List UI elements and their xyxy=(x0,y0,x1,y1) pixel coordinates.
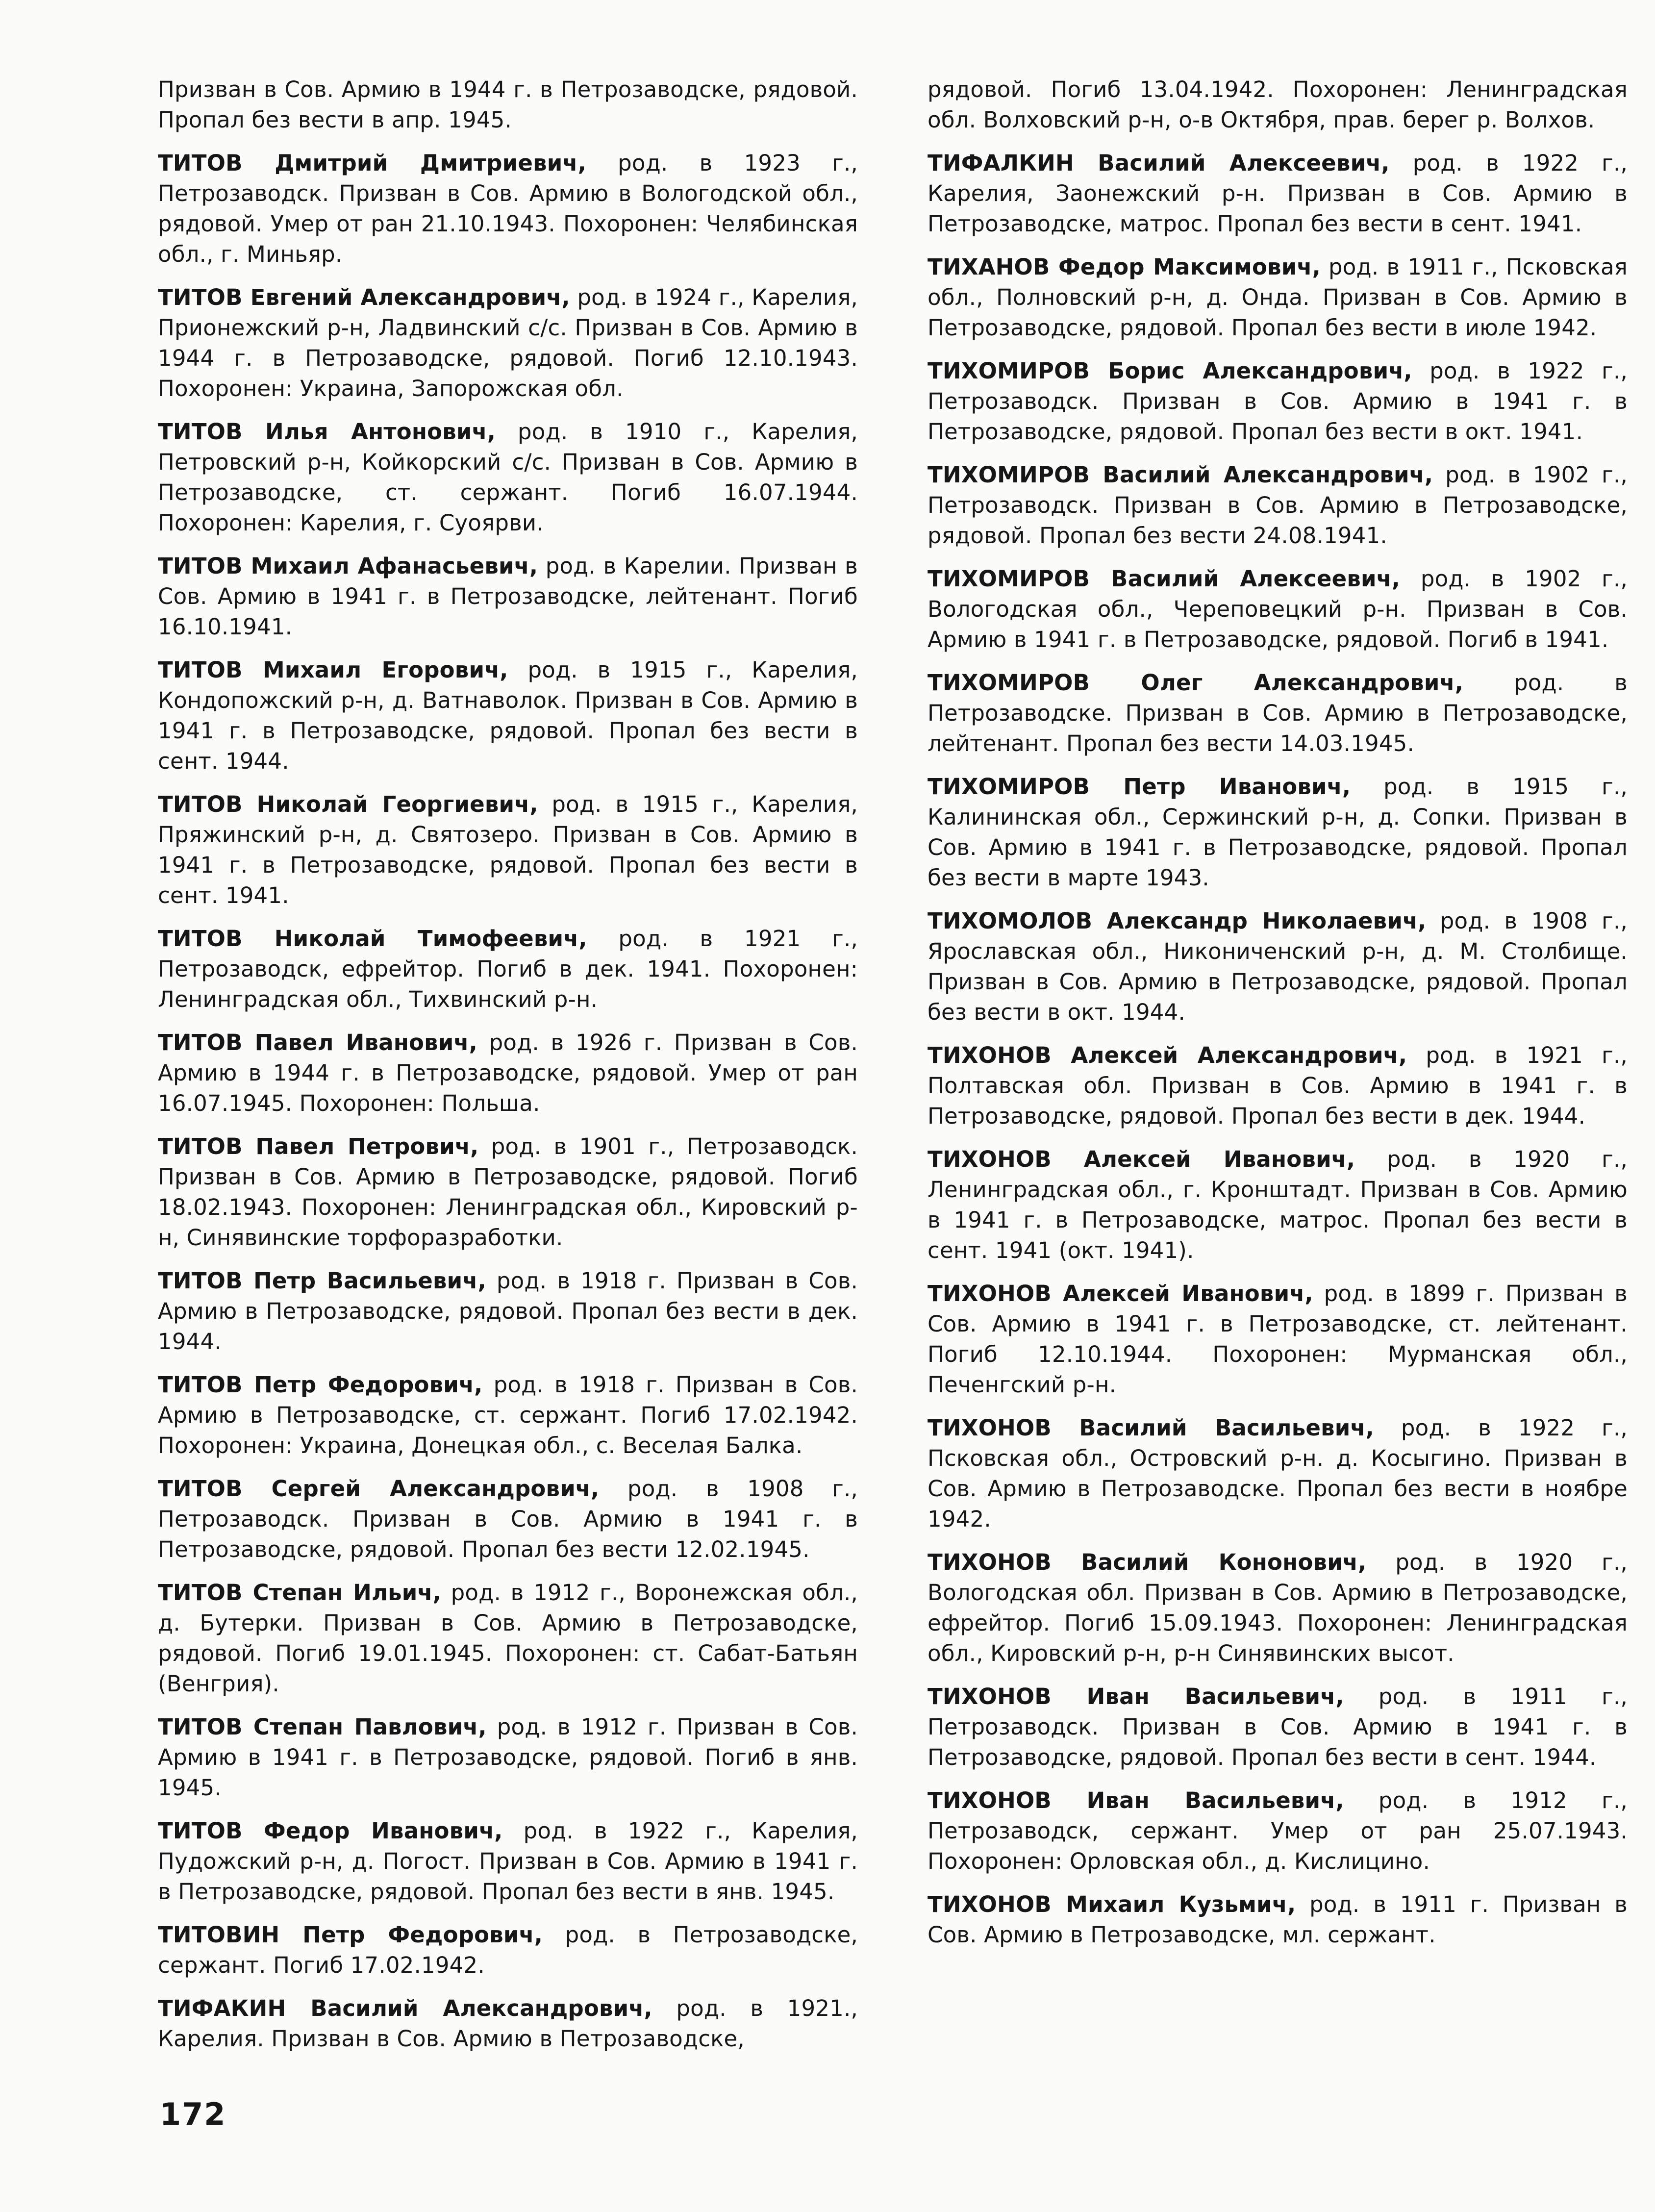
entry-name: ТИТОВ Петр Федорович, xyxy=(158,1372,483,1398)
memorial-entry xyxy=(158,1266,858,1357)
entry-text: Призван в Сов. Армию в 1944 г. в Петрозаводске, рядовой. Пропал без вести в апр. 1945. xyxy=(158,76,858,133)
entry-text: род. в 1920 г., Вологодская обл. Призван в Сов. Армию в Петрозаводске, ефрейтор. Погиб 15.09.1943. Похоронен: Ленинградская обл., Кировский р-н, р-н Синявинских высот. xyxy=(928,1549,1628,1666)
memorial-entry xyxy=(928,906,1628,1028)
entry-text: род. в 1915 г., Карелия, Пряжинский р-н, д. Святозеро. Призван в Сов. Армию в 1941 г. в Петрозаводске, рядовой. Пропал без вести в сент. 1941. xyxy=(158,791,858,908)
entry-name: ТИТОВ Михаил Афанасьевич, xyxy=(158,553,538,579)
memorial-entry xyxy=(928,1889,1628,1950)
entry-text: род. в 1918 г. Призван в Сов. Армию в Петрозаводске, ст. сержант. Погиб 17.02.1942. Похоронен: Украина, Донецкая обл., с. Веселая Балка. xyxy=(158,1372,858,1458)
entry-name: ТИХАНОВ Федор Максимович, xyxy=(928,254,1321,280)
entry-text: род. в 1912 г. Призван в Сов. Армию в 1941 г. в Петрозаводске, рядовой. Погиб в янв. 1945. xyxy=(158,1714,858,1801)
memorial-entry xyxy=(928,1682,1628,1773)
entry-name: ТИТОВ Петр Васильевич, xyxy=(158,1268,486,1294)
entry-name: ТИТОВИН Петр Федорович, xyxy=(158,1922,543,1948)
entry-name: ТИТОВ Сергей Александрович, xyxy=(158,1476,600,1502)
memorial-entry xyxy=(158,1131,858,1253)
entry-name: ТИТОВ Дмитрий Дмитриевич, xyxy=(158,150,586,176)
memorial-entry xyxy=(158,1712,858,1803)
memorial-entry xyxy=(158,282,858,404)
entry-text: род. в 1915 г., Карелия, Кондопожский р-н, д. Ватнаволок. Призван в Сов. Армию в 1941 г. в Петрозаводске, рядовой. Пропал без вести в сент. 1944. xyxy=(158,657,858,774)
entry-name: ТИТОВ Павел Петрович, xyxy=(158,1133,479,1159)
entry-text: род. в 1923 г., Петрозаводск. Призван в Сов. Армию в Вологодской обл., рядовой. Умер от ран 21.10.1943. Похоронен: Челябинская обл., г. Миньяр. xyxy=(158,150,858,267)
entry-name: ТИХОНОВ Василий Кононович, xyxy=(928,1549,1367,1575)
entry-text: род. в 1908 г., Ярославская обл., Никониченский р-н, д. М. Столбище. Призван в Сов. Армию в Петрозаводске, рядовой. Пропал без вести в окт. 1944. xyxy=(928,908,1628,1025)
entry-text: род. в 1912 г., Петрозаводск, сержант. Умер от ран 25.07.1943. Похоронен: Орловская обл., д. Кислицино. xyxy=(928,1787,1628,1874)
entry-name: ТИХОМИРОВ Василий Алексеевич, xyxy=(928,566,1401,592)
entry-name: ТИХОНОВ Василий Васильевич, xyxy=(928,1415,1374,1441)
entry-text: род. в 1911 г. Призван в Сов. Армию в Петрозаводске, мл. сержант. xyxy=(928,1891,1628,1948)
entry-name: ТИХОНОВ Алексей Иванович, xyxy=(928,1146,1355,1172)
entry-text: род. в 1921 г., Полтавская обл. Призван в Сов. Армию в 1941 г. в Петрозаводске, рядовой. Пропал без вести в дек. 1944. xyxy=(928,1042,1628,1129)
memorial-entry xyxy=(158,1474,858,1565)
entry-text: род. в 1901 г., Петрозаводск. Призван в Сов. Армию в Петрозаводске, рядовой. Погиб 18.02.1943. Похоронен: Ленинградская обл., Кировский р-н, Синявинские торфоразработки. xyxy=(158,1133,858,1251)
entry-text: род. в 1911 г., Псковская обл., Полновский р-н, д. Онда. Призван в Сов. Армию в Петрозаводске, рядовой. Пропал без вести в июле 1942. xyxy=(928,254,1628,341)
entry-name: ТИТОВ Евгений Александрович, xyxy=(158,284,570,310)
memorial-entry xyxy=(158,1578,858,1699)
memorial-entry xyxy=(158,75,858,135)
entry-text: род. в 1922 г., Карелия, Пудожский р-н, д. Погост. Призван в Сов. Армию в 1941 г. в Петрозаводске, рядовой. Пропал без вести в янв. 1945. xyxy=(158,1818,858,1905)
entry-text: род. в 1922 г., Псковская обл., Островский р-н. д. Косыгино. Призван в Сов. Армию в Петрозаводске. Пропал без вести в ноябре 1942. xyxy=(928,1415,1628,1532)
entry-name: ТИХОМИРОВ Борис Александрович, xyxy=(928,358,1412,384)
memorial-entry xyxy=(158,1370,858,1461)
memorial-entry xyxy=(928,252,1628,343)
memorial-entry xyxy=(158,1993,858,2054)
entry-name: ТИФАКИН Василий Александрович, xyxy=(158,1995,652,2021)
entry-text: род. в 1902 г., Петрозаводск. Призван в Сов. Армию в Петрозаводске, рядовой. Пропал без вести 24.08.1941. xyxy=(928,462,1628,549)
memorial-entry xyxy=(158,551,858,642)
entry-text: род. в 1924 г., Карелия, Прионежский р-н, Ладвинский с/с. Призван в Сов. Армию в 1944 г. в Петрозаводске, рядовой. Погиб 12.10.1943. Похоронен: Украина, Запорожская обл. xyxy=(158,284,858,402)
left-column xyxy=(158,75,858,2067)
entry-text: род. в 1910 г., Карелия, Петровский р-н, Койкорский с/с. Призван в Сов. Армию в Петрозаводске, ст. сержант. Погиб 16.07.1944. Похоронен: Карелия, г. Суоярви. xyxy=(158,419,858,536)
memorial-entry xyxy=(158,1028,858,1119)
entry-name: ТИХОМОЛОВ Александр Николаевич, xyxy=(928,908,1427,934)
entry-name: ТИТОВ Павел Иванович, xyxy=(158,1030,477,1056)
memorial-entry xyxy=(928,148,1628,239)
entry-text: род. в 1912 г., Воронежская обл., д. Бутерки. Призван в Сов. Армию в Петрозаводске, рядовой. Погиб 19.01.1945. Похоронен: ст. Сабат-Батьян (Венгрия). xyxy=(158,1580,858,1697)
entry-text: род. в 1911 г., Петрозаводск. Призван в Сов. Армию в 1941 г. в Петрозаводске, рядовой. Пропал без вести в сент. 1944. xyxy=(928,1684,1628,1770)
entry-name: ТИТОВ Михаил Егорович, xyxy=(158,657,508,683)
entry-text: род. в 1915 г., Калининская обл., Сержинский р-н, д. Сопки. Призван в Сов. Армию в 1941 г. в Петрозаводске, рядовой. Пропал без вести в марте 1943. xyxy=(928,774,1628,891)
entry-text: род. в 1921., Карелия. Призван в Сов. Армию в Петрозаводске, xyxy=(158,1995,858,2052)
entry-text: род. в Карелии. Призван в Сов. Армию в 1941 г. в Петрозаводске, лейтенант. Погиб 16.10.1941. xyxy=(158,553,858,640)
memorial-entry xyxy=(158,148,858,270)
entry-text: род. в 1922 г., Петрозаводск. Призван в Сов. Армию в 1941 г. в Петрозаводске, рядовой. Пропал без вести в окт. 1941. xyxy=(928,358,1628,445)
entry-name: ТИХОМИРОВ Олег Александрович, xyxy=(928,670,1464,696)
entry-text: род. в Петрозаводске, сержант. Погиб 17.02.1942. xyxy=(158,1922,858,1978)
entry-name: ТИХОНОВ Алексей Александрович, xyxy=(928,1042,1407,1068)
memorial-entry xyxy=(928,356,1628,447)
memorial-entry xyxy=(158,655,858,777)
memorial-entry xyxy=(928,1547,1628,1669)
entry-name: ТИХОМИРОВ Петр Иванович, xyxy=(928,774,1351,800)
memorial-entry xyxy=(928,1279,1628,1400)
entry-name: ТИТОВ Степан Павлович, xyxy=(158,1714,487,1740)
memorial-entry xyxy=(158,789,858,911)
entry-name: ТИФАЛКИН Василий Алексеевич, xyxy=(928,150,1390,176)
memorial-entry xyxy=(928,1785,1628,1877)
entry-text: род. в 1899 г. Призван в Сов. Армию в 1941 г. в Петрозаводске, ст. лейтенант. Погиб 12.10.1944. Похоронен: Мурманская обл., Печенгский р-н. xyxy=(928,1281,1628,1398)
entry-text: род. в 1920 г., Ленинградская обл., г. Кронштадт. Призван в Сов. Армию в 1941 г. в Петрозаводске, матрос. Пропал без вести в сент. 1941 (окт. 1941). xyxy=(928,1146,1628,1263)
memorial-entry xyxy=(158,417,858,538)
entry-name: ТИТОВ Николай Тимофеевич, xyxy=(158,926,587,952)
memorial-entry xyxy=(158,1816,858,1907)
entry-text: род. в Петрозаводске. Призван в Сов. Армию в Петрозаводске, лейтенант. Пропал без вести 14.03.1945. xyxy=(928,670,1628,756)
entry-name: ТИХОНОВ Иван Васильевич, xyxy=(928,1787,1344,1813)
entry-text: род. в 1921 г., Петрозаводск, ефрейтор. Погиб в дек. 1941. Похоронен: Ленинградская обл., Тихвинский р-н. xyxy=(158,926,858,1012)
memorial-entry xyxy=(928,1413,1628,1534)
entry-name: ТИТОВ Николай Георгиевич, xyxy=(158,791,538,817)
entry-name: ТИХОМИРОВ Василий Александрович, xyxy=(928,462,1433,488)
memorial-entry xyxy=(928,564,1628,655)
entry-text: род. в 1908 г., Петрозаводск. Призван в Сов. Армию в 1941 г. в Петрозаводске, рядовой. Пропал без вести 12.02.1945. xyxy=(158,1476,858,1562)
memorial-entry xyxy=(928,75,1628,135)
memorial-entry xyxy=(928,1144,1628,1266)
memorial-entry xyxy=(928,1040,1628,1131)
page-number: 172 xyxy=(160,2096,226,2132)
entry-text: род. в 1918 г. Призван в Сов. Армию в Петрозаводске, рядовой. Пропал без вести в дек. 1944. xyxy=(158,1268,858,1355)
entry-text: род. в 1902 г., Вологодская обл., Череповецкий р-н. Призван в Сов. Армию в 1941 г. в Петрозаводске, рядовой. Погиб в 1941. xyxy=(928,566,1628,653)
entry-name: ТИТОВ Илья Антонович, xyxy=(158,419,496,445)
memorial-entry xyxy=(158,924,858,1015)
entry-text: род. в 1922 г., Карелия, Заонежский р-н. Призван в Сов. Армию в Петрозаводске, матрос. Пропал без вести в сент. 1941. xyxy=(928,150,1628,237)
entry-name: ТИТОВ Федор Иванович, xyxy=(158,1818,503,1844)
right-column xyxy=(928,75,1628,1963)
memorial-entry xyxy=(158,1920,858,1981)
entry-name: ТИХОНОВ Михаил Кузьмич, xyxy=(928,1891,1296,1917)
memorial-entry xyxy=(928,668,1628,759)
memorial-entry xyxy=(928,772,1628,893)
memorial-entry xyxy=(928,460,1628,551)
entry-name: ТИТОВ Степан Ильич, xyxy=(158,1580,441,1606)
entry-text: рядовой. Погиб 13.04.1942. Похоронен: Ленинградская обл. Волховский р-н, о-в Октября, прав. берег р. Волхов. xyxy=(928,76,1628,133)
entry-name: ТИХОНОВ Алексей Иванович, xyxy=(928,1281,1313,1307)
entry-text: род. в 1926 г. Призван в Сов. Армию в 1944 г. в Петрозаводске, рядовой. Умер от ран 16.07.1945. Похоронен: Польша. xyxy=(158,1030,858,1116)
entry-name: ТИХОНОВ Иван Васильевич, xyxy=(928,1684,1344,1709)
